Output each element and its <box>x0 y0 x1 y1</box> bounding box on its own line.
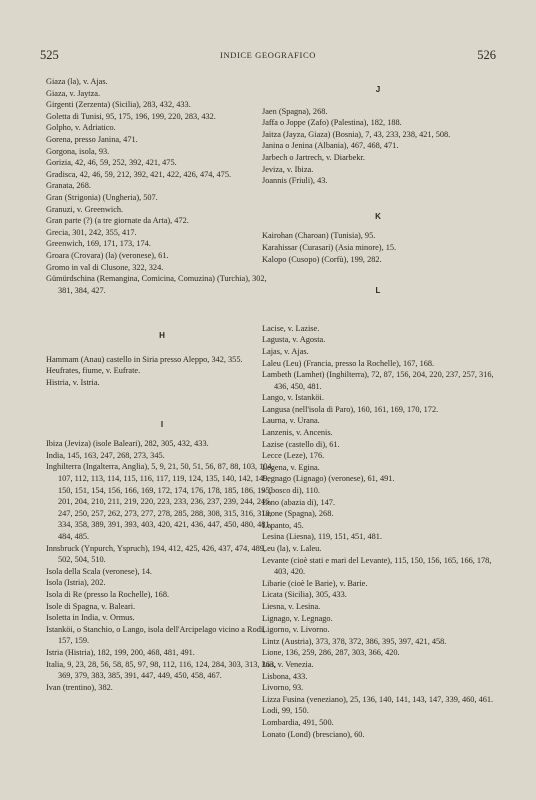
section-letter-j: J <box>375 85 381 94</box>
index-entry: Jaitza (Jayza, Giaza) (Bosnia), 7, 43, 233, 238, 421, 508. <box>262 129 451 139</box>
index-entry: Gorgona, isola, 93. <box>46 146 110 156</box>
index-entry: Lagusta, v. Agosta. <box>262 335 326 345</box>
index-entry: Libarie (cioè le Barie), v. Barie. <box>262 578 368 588</box>
index-entry: Inghilterra (Ingalterra, Anglia), 5, 9, 21, 50, 51, 56, 87, 88, 103, 104, 107, 112, 113, 114, 115, 116, 117, 119, 124, 135, 140, 142, 149, 150, 151, 154, 156, 166, 169, 172, 174, 176, 178, 185, 186, 195, 201, 204, 210, 211, 219, 220, 223, 233, 236, 237, 239, 244, 246, 247, 250, 257, 262, 273, 277, 278, 285, 288, 308, 315, 316, 318, 334, 358, 389, 391, 393, 403, 420, 421, 436, 447, 450, 480, 481, 484, 485. <box>46 462 274 541</box>
index-entry: Giaza, v. Jaytza. <box>46 88 101 98</box>
index-entry: Lizza Fusina (veneziano), 25, 136, 140, 141, 143, 147, 339, 460, 461. <box>262 694 494 704</box>
index-entry: Langusa (nell'isola di Paro), 160, 161, 169, 170, 172. <box>262 404 439 414</box>
index-entry: Golpho, v. Adriatico. <box>46 123 116 133</box>
index-entry: Heufrates, fiume, v. Eufrate. <box>46 366 141 376</box>
index-entry: Goletta di Tunisi, 95, 175, 196, 199, 220, 283, 432. <box>46 111 216 121</box>
index-entry: Leno (abazia di), 147. <box>262 497 336 507</box>
index-entry: Isola della Scala (veronese), 14. <box>46 566 152 576</box>
index-entry: Lesina (Liesna), 119, 151, 451, 481. <box>262 532 382 542</box>
page-number-left: 525 <box>40 48 59 62</box>
index-entry: Grecia, 301, 242, 355, 417. <box>46 227 137 237</box>
index-entry: Lombardia, 491, 500. <box>262 717 334 727</box>
index-entry: Isoletta in India, v. Ormus. <box>46 613 135 623</box>
index-entry: Lio, v. Venezia. <box>262 659 314 669</box>
index-entry: Laleu (Leu) (Francia, presso la Rochelle), 167, 168. <box>262 358 435 368</box>
index-entry: Girgenti (Zerzenta) (Sicilia), 283, 432, 433. <box>46 100 191 110</box>
index-entry: Italia, 9, 23, 28, 56, 58, 85, 97, 98, 112, 116, 124, 284, 303, 313, 363, 369, 379, 383, 385, 391, 447, 449, 450, 458, 467. <box>46 659 277 681</box>
page-number-right: 526 <box>477 48 496 62</box>
index-entry: Lonato (Lond) (bresciano), 60. <box>262 729 365 739</box>
index-entry: Janina o Jenina (Albania), 467, 468, 471. <box>262 141 399 151</box>
index-entry: Jaffa o Joppe (Zafo) (Palestina), 182, 188. <box>262 118 402 128</box>
section-letter-h: H <box>159 331 165 341</box>
index-entry: Laurna, v. Urana. <box>262 416 320 426</box>
index-entry: Lanzenis, v. Ancenis. <box>262 428 333 438</box>
index-entry: Groara (Crovara) (la) (veronese), 61. <box>46 250 169 260</box>
index-entry: Kalopo (Cusopo) (Corfù), 199, 282. <box>262 254 382 264</box>
index-entry: Lisbona, 433. <box>262 671 308 681</box>
index-entry: Licata (Sicilia), 305, 433. <box>262 590 347 600</box>
section-h-entries <box>46 354 278 389</box>
index-entry: Greenwich, 169, 171, 173, 174. <box>46 239 151 249</box>
index-entry: Leone (Spagna), 268. <box>262 509 334 519</box>
index-entry: Levante (cioè stati e mari del Levante), 115, 150, 156, 165, 166, 178, 403, 420. <box>262 555 492 577</box>
section-letter-i: I <box>160 419 164 429</box>
index-entry: Ibiza (Jeviza) (isole Baleari), 282, 305, 432, 433. <box>46 439 209 449</box>
index-entry: Ligorno, v. Livorno. <box>262 625 330 635</box>
index-entry: Istanköi, o Stanchio, o Lango, isola dell'Arcipelago vicino a Rodi, 157, 159. <box>46 624 266 646</box>
index-entry: Lacise, v. Lazise. <box>262 323 320 333</box>
index-entry: Lignago, v. Legnago. <box>262 613 333 623</box>
right-column <box>262 76 494 740</box>
index-entry: Livorno, 93. <box>262 683 304 693</box>
index-entry: Jaen (Spagna), 268. <box>262 106 328 116</box>
running-title: INDICE GEOGRAFICO <box>220 50 316 60</box>
index-entry: Karahissar (Curasari) (Asia minore), 15. <box>262 242 397 252</box>
section-letter-l: L <box>375 286 381 296</box>
index-entry: Gran (Strigonia) (Ungheria), 507. <box>46 192 158 202</box>
index-entry: Innsbruck (Ynpurch, Yspruch), 194, 412, 425, 426, 437, 474, 489, 502, 504, 510. <box>46 543 266 565</box>
section-i-entries <box>46 438 278 693</box>
page-header <box>40 48 496 66</box>
index-entry: Lazise (castello di), 61. <box>262 439 340 449</box>
index-entry: Lodi, 99, 150. <box>262 706 309 716</box>
index-entry: Lango, v. Istanköi. <box>262 393 324 403</box>
index-entry: Lintz (Austria), 373, 378, 372, 386, 395, 397, 421, 458. <box>262 636 447 646</box>
left-column <box>46 76 278 693</box>
index-entry: Lepanto, 45. <box>262 520 304 530</box>
index-entry: Joannis (Friuli), 43. <box>262 176 328 186</box>
index-entry: Gümürdschina (Remangina, Comicina, Comuzina) (Turchia), 302, 381, 384, 427. <box>46 274 267 295</box>
section-j-entries <box>262 106 494 187</box>
section-letter-k: K <box>375 211 381 221</box>
index-entry: » (bosco di), 110. <box>262 486 320 496</box>
index-entry: Ivan (trentino), 382. <box>46 682 113 692</box>
index-entry: Kairohan (Charoan) (Tunisia), 95. <box>262 231 376 241</box>
index-entry: Lione, 136, 259, 286, 287, 303, 366, 420. <box>262 648 400 658</box>
index-entry: Jeviza, v. Ibiza. <box>262 164 314 174</box>
index-entry: Jarbech o Jartrech, v. Diarbekr. <box>262 152 365 162</box>
section-l-entries <box>262 323 494 740</box>
section-k-entries <box>262 230 494 265</box>
index-entry: Legena, v. Egina. <box>262 462 320 472</box>
index-entry: Histria, v. Istria. <box>46 378 100 388</box>
index-entry: Legnago (Lignago) (veronese), 61, 491. <box>262 474 395 484</box>
index-entry: Gromo in val di Clusone, 322, 324. <box>46 262 164 272</box>
index-entry: Liesna, v. Lesina. <box>262 601 321 611</box>
index-entry: Granata, 268. <box>46 181 91 191</box>
index-entry: Giaza (la), v. Ajas. <box>46 77 108 86</box>
index-entry: Lecce (Leze), 176. <box>262 451 325 461</box>
index-entry: Gradisca, 42, 46, 59, 212, 392, 421, 422, 426, 474, 475. <box>46 169 232 179</box>
index-entry: Isola (Istria), 202. <box>46 578 106 588</box>
index-entry: Leu (la), v. Laleu. <box>262 544 322 553</box>
index-entry: Gran parte (?) (a tre giornate da Arta), 472. <box>46 216 189 226</box>
index-entry: Istria (Histria), 182, 199, 200, 468, 481, 491. <box>46 647 195 657</box>
section-g-entries <box>46 76 278 296</box>
index-entry: Lajas, v. Ajas. <box>262 346 309 356</box>
index-entry: Lambeth (Lamhet) (Inghilterra), 72, 87, 156, 204, 220, 237, 257, 316, 436, 450, 481. <box>262 370 494 391</box>
index-entry: Gorena, presso Janina, 471. <box>46 134 138 144</box>
index-entry: India, 145, 163, 247, 268, 273, 345. <box>46 450 165 460</box>
index-entry: Isola di Re (presso la Rochelle), 168. <box>46 589 170 599</box>
index-entry: Isole di Spagna, v. Baleari. <box>46 601 136 611</box>
index-entry: Gorizia, 42, 46, 59, 252, 392, 421, 475. <box>46 158 177 168</box>
index-entry: Hammam (Anau) castello in Siria presso Aleppo, 342, 355. <box>46 354 243 364</box>
index-entry: Granuzi, v. Greenwich. <box>46 204 124 214</box>
